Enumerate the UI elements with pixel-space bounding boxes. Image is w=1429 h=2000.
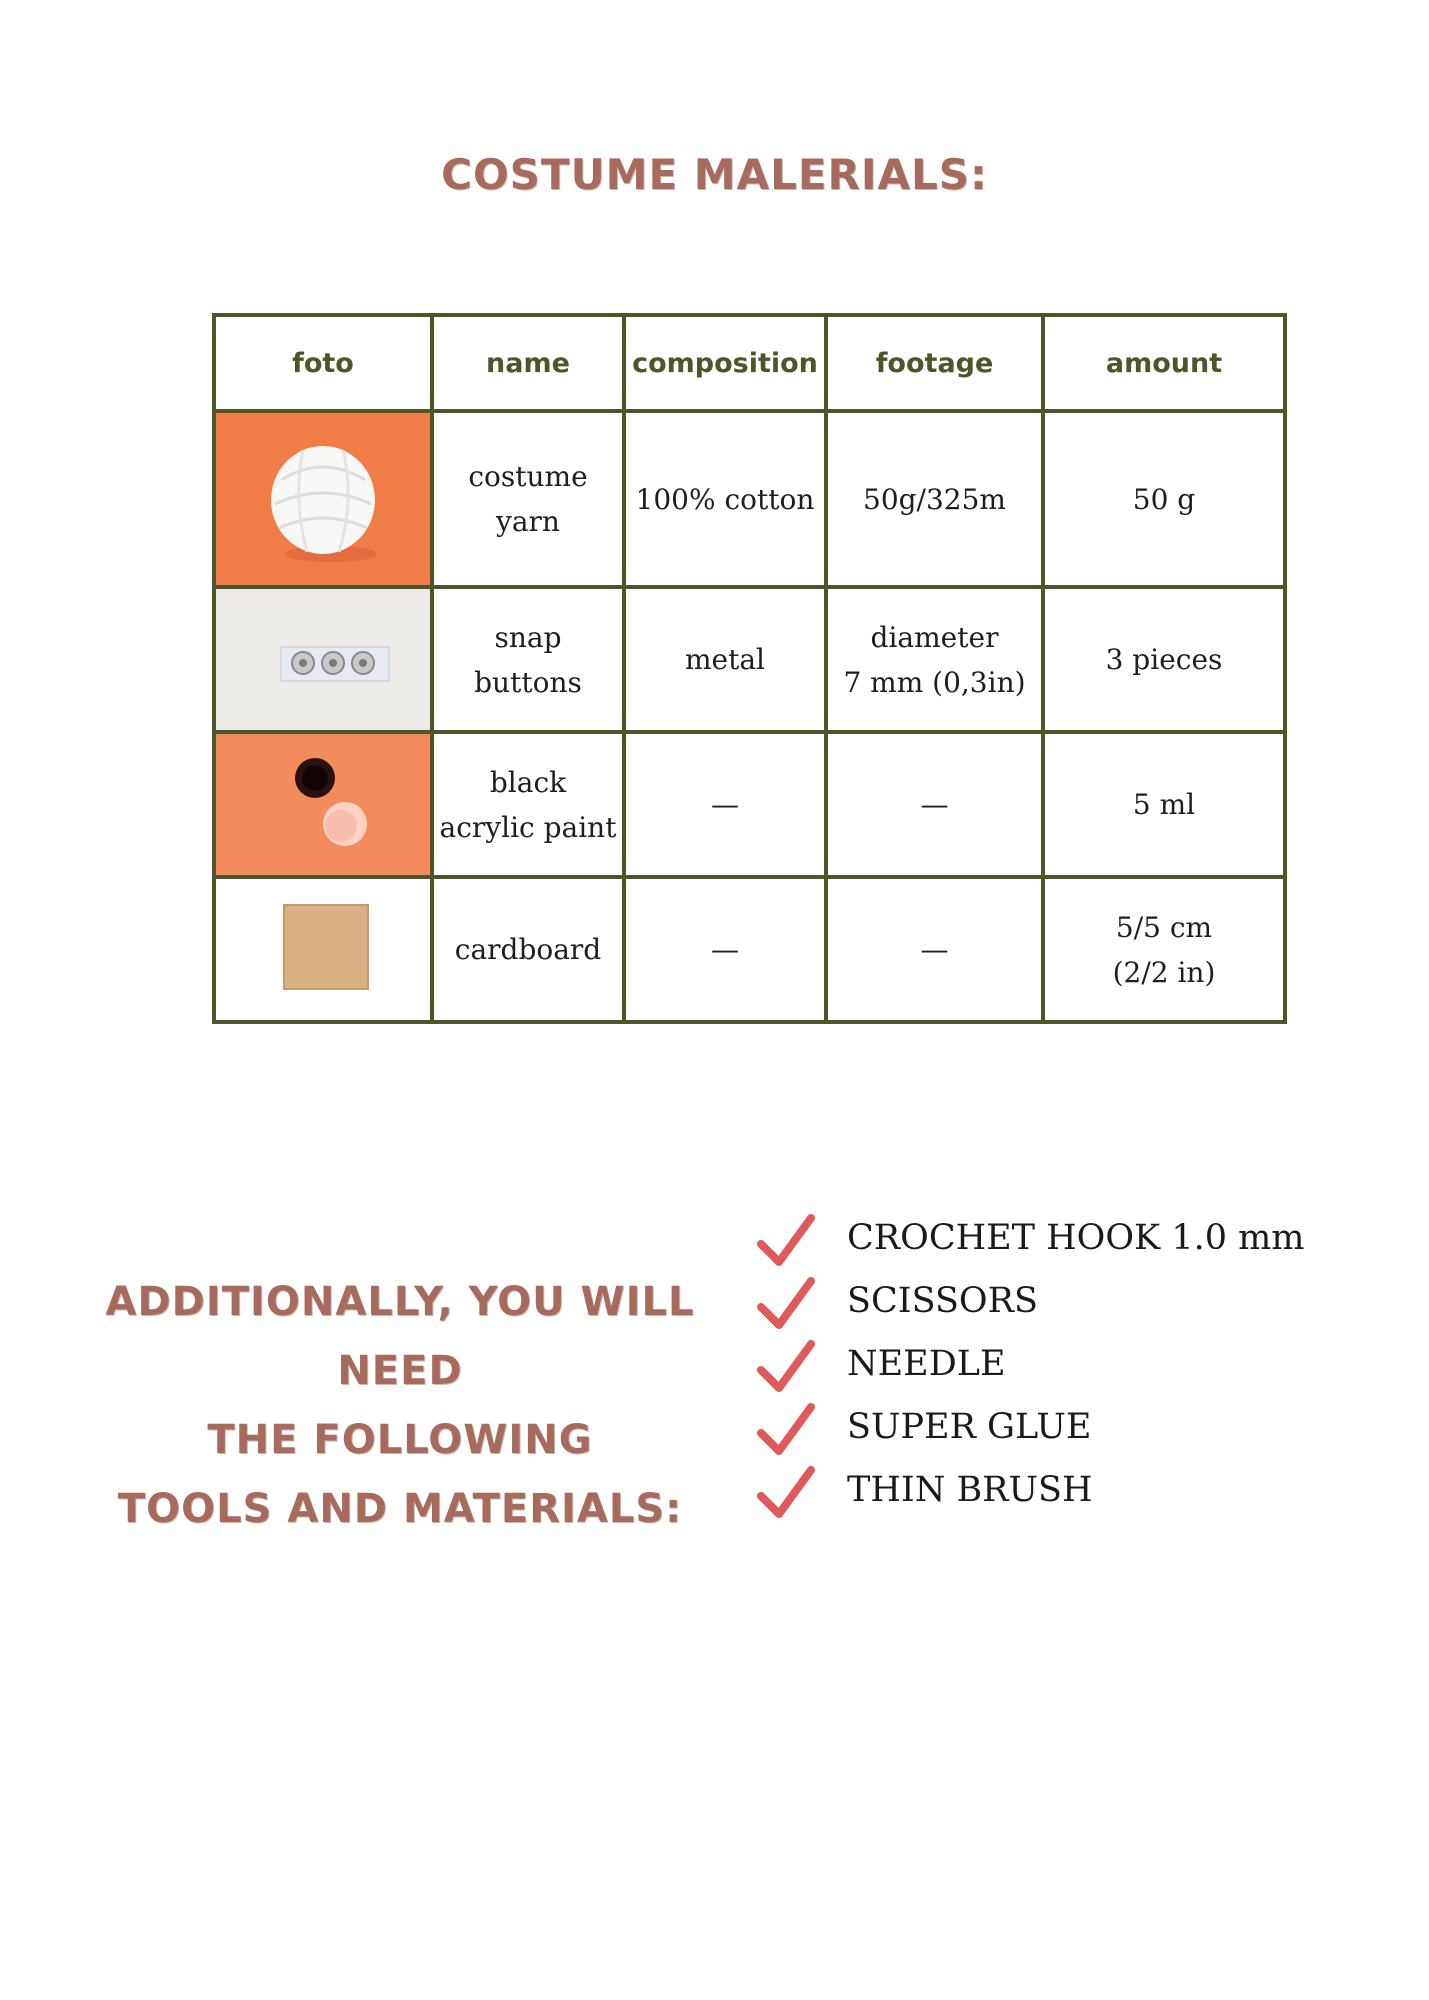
name-cell: costume yarn	[432, 411, 624, 587]
checkmark-icon	[755, 1273, 817, 1335]
table-row	[214, 732, 1285, 877]
checkmark-icon	[755, 1462, 817, 1524]
footage-cell: —	[826, 877, 1043, 1022]
amount-cell: 5 ml	[1043, 732, 1285, 877]
photo-cell	[214, 732, 432, 877]
checkmark-icon	[755, 1210, 817, 1272]
composition-cell: —	[624, 877, 826, 1022]
page-title: COSTUME MALERIALS:	[441, 150, 988, 199]
photo-cell	[214, 877, 432, 1022]
paint-jars-photo	[223, 740, 423, 870]
materials-table	[212, 313, 1287, 1024]
header-amount: amount	[1043, 315, 1285, 411]
table-row	[214, 587, 1285, 732]
tool-label: NEEDLE	[847, 1344, 1006, 1384]
photo-cell	[214, 411, 432, 587]
tool-label: SCISSORS	[847, 1281, 1038, 1321]
composition-cell: 100% cotton	[624, 411, 826, 587]
checkmark-icon	[755, 1336, 817, 1398]
amount-cell: 50 g	[1043, 411, 1285, 587]
tool-label: SUPER GLUE	[847, 1407, 1092, 1447]
table-row	[214, 411, 1285, 587]
name-cell: snap buttons	[432, 587, 624, 732]
photo-cell	[214, 587, 432, 732]
composition-cell: metal	[624, 587, 826, 732]
additional-tools-heading: ADDITIONALLY, YOU WILL NEED THE FOLLOWING TOOLS AND MATERIALS:	[105, 1279, 695, 1532]
yarn-ball-photo	[223, 424, 423, 574]
table-header-row	[214, 315, 1285, 411]
amount-cell: 3 pieces	[1043, 587, 1285, 732]
snap-buttons-photo	[223, 615, 423, 705]
header-composition: composition	[624, 315, 826, 411]
footage-cell: —	[826, 732, 1043, 877]
checkmark-icon	[755, 1399, 817, 1461]
name-cell: cardboard	[432, 877, 624, 1022]
table-row	[214, 877, 1285, 1022]
header-footage: footage	[826, 315, 1043, 411]
composition-cell: —	[624, 732, 826, 877]
cardboard-photo	[223, 885, 423, 1015]
footage-cell: 50g/325m	[826, 411, 1043, 587]
header-foto: foto	[214, 315, 432, 411]
amount-cell: 5/5 cm (2/2 in)	[1043, 877, 1285, 1022]
footage-cell: diameter 7 mm (0,3in)	[826, 587, 1043, 732]
name-cell: black acrylic paint	[432, 732, 624, 877]
tool-label: CROCHET HOOK 1.0 mm	[847, 1218, 1305, 1258]
tool-label: THIN BRUSH	[847, 1470, 1093, 1510]
header-name: name	[432, 315, 624, 411]
